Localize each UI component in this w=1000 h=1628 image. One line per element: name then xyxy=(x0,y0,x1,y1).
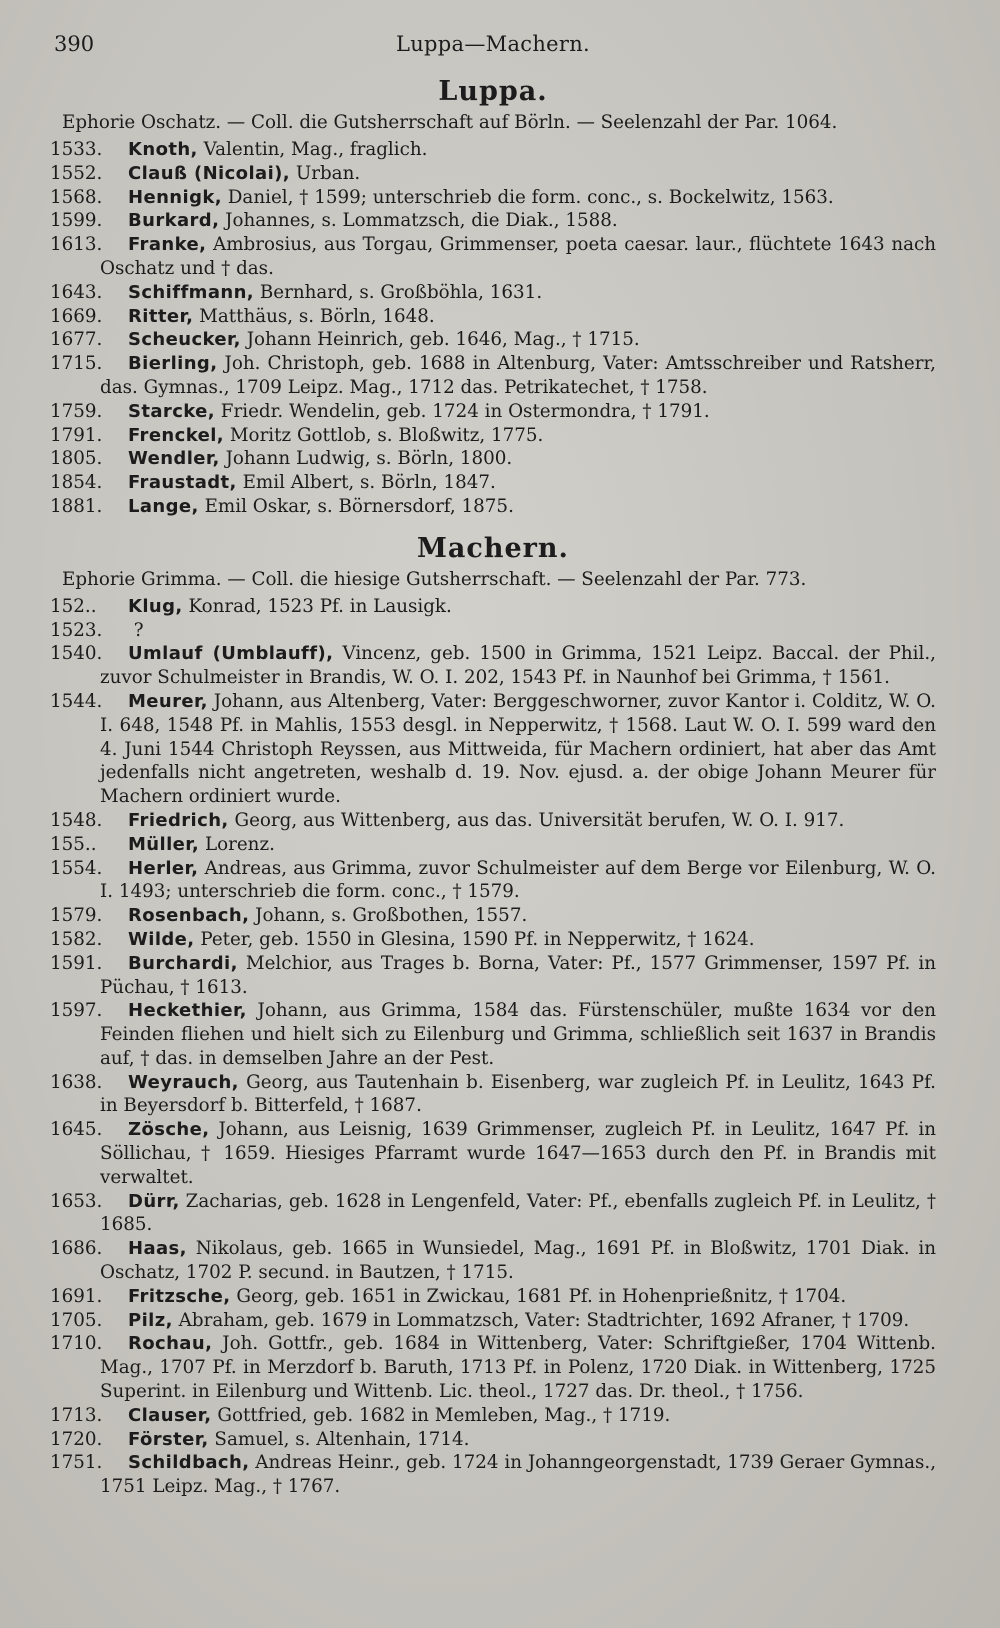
list-item xyxy=(50,1071,936,1119)
section-machern xyxy=(50,533,936,1499)
list-item xyxy=(50,424,936,448)
entry-text: Ambrosius, aus Torgau, Grimmenser, poeta caesar. laur., flüchtete 1643 nach Oschatz und † das. xyxy=(100,234,936,279)
entry-year: 1759. xyxy=(50,400,103,422)
entry-year: 1544. xyxy=(50,690,103,712)
entry-name: Förster, xyxy=(128,1428,209,1450)
list-item xyxy=(50,281,936,305)
list-item xyxy=(50,471,936,495)
entry-text: Emil Oskar, s. Börnersdorf, 1875. xyxy=(198,495,514,517)
list-item xyxy=(50,1428,936,1452)
entry-name: Meurer, xyxy=(128,690,208,712)
entry-name: Burchardi, xyxy=(128,952,238,974)
entry-text: Samuel, s. Altenhain, 1714. xyxy=(208,1428,470,1450)
entry-name: Haas, xyxy=(128,1238,187,1260)
section-luppa xyxy=(50,76,936,519)
entry-year: 1805. xyxy=(50,448,103,470)
entry-text: Johann, aus Altenberg, Vater: Berggeschworner, zuvor Kantor i. Colditz, W. O. I. 648, 1548 Pf. in Mahlis, 1553 desgl. in Nepperwitz, † 1568. Laut W. O. I. 599 ward den 4. Juni 1544 Christoph Reyssen, aus Mittweida, für Machern ordiniert, hat aber das Amt jedenfalls nicht angetreten, weshalb d. 19. Nov. ejusd. a. der obige Johann Meurer für Machern ordiniert wurde. xyxy=(100,690,936,808)
entry-text: Bernhard, s. Großböhla, 1631. xyxy=(254,281,543,303)
entry-year: 1643. xyxy=(50,281,103,303)
entry-name: Umlauf (Umblauff), xyxy=(128,643,334,665)
list-item xyxy=(50,328,936,352)
entry-name: Burkard, xyxy=(128,210,220,232)
entry-text: Daniel, † 1599; unterschrieb die form. conc., s. Bockelwitz, 1563. xyxy=(221,186,834,208)
entry-year: 1751. xyxy=(50,1452,103,1474)
list-item xyxy=(50,833,936,857)
list-item xyxy=(50,619,936,643)
entry-name: Rochau, xyxy=(128,1333,213,1355)
entry-name: Ritter, xyxy=(128,305,194,327)
entry-name: Schildbach, xyxy=(128,1452,250,1474)
entry-year: 1591. xyxy=(50,952,103,974)
list-item xyxy=(50,1332,936,1403)
entry-year: 1548. xyxy=(50,809,103,831)
entry-year: 152.. xyxy=(50,595,97,617)
entry-text: Friedr. Wendelin, geb. 1724 in Ostermondra, † 1791. xyxy=(215,400,710,422)
entry-year: 1533. xyxy=(50,139,103,160)
list-item xyxy=(50,952,936,1000)
entry-name: Starcke, xyxy=(128,400,215,422)
entry-text: Urban. xyxy=(290,162,361,184)
entry-year: 1552. xyxy=(50,162,103,184)
entry-year: 1669. xyxy=(50,305,103,327)
entry-year: 1579. xyxy=(50,905,103,927)
entry-name: Rosenbach, xyxy=(128,905,250,927)
list-item xyxy=(50,690,936,809)
entry-year: 1791. xyxy=(50,424,103,446)
list-item xyxy=(50,809,936,833)
list-item xyxy=(50,1285,936,1309)
entry-text: Lorenz. xyxy=(199,833,275,855)
list-item xyxy=(50,162,936,186)
list-item xyxy=(50,595,936,619)
entry-year: 1568. xyxy=(50,186,103,208)
list-item xyxy=(50,999,936,1070)
entry-name: Weyrauch, xyxy=(128,1071,239,1093)
list-item xyxy=(50,928,936,952)
entry-name: Wendler, xyxy=(128,448,220,470)
ephorie-line: Ephorie Grimma. — Coll. die hiesige Gutsherrschaft. — Seelenzahl der Par. 773. xyxy=(62,568,807,590)
entry-text: Johann, aus Leisnig, 1639 Grimmenser, zugleich Pf. in Leulitz, 1647 Pf. in Söllichau, † 1659. Hiesiges Pfarramt wurde 1647—1653 durch den Pf. in Brandis mit verwaltet. xyxy=(100,1119,936,1188)
entry-year: 1691. xyxy=(50,1285,103,1307)
entry-text: Georg, geb. 1651 in Zwickau, 1681 Pf. in Hohenprießnitz, † 1704. xyxy=(230,1285,847,1307)
entry-year: 1686. xyxy=(50,1238,103,1260)
entry-name: Clauß (Nicolai), xyxy=(128,162,291,184)
entry-text: Joh. Christoph, geb. 1688 in Altenburg, Vater: Amtsschreiber und Ratsherr, das. Gymnas., 1709 Leipz. Mag., 1712 das. Petrikatechet, † 1758. xyxy=(100,353,936,398)
entry-text: Matthäus, s. Börln, 1648. xyxy=(193,305,435,327)
entry-name: Hennigk, xyxy=(128,186,222,208)
list-item xyxy=(50,209,936,233)
entry-text: Johannes, s. Lommatzsch, die Diak., 1588. xyxy=(219,210,618,232)
entry-year: 1705. xyxy=(50,1309,103,1331)
list-item xyxy=(50,186,936,210)
entry-name: Klug, xyxy=(128,595,183,617)
list-item xyxy=(50,857,936,905)
entry-name: Schiffmann, xyxy=(128,281,255,303)
entry-year: 1599. xyxy=(50,210,103,232)
entry-text: ? xyxy=(128,619,144,641)
entry-text: Georg, aus Wittenberg, aus das. Universität berufen, W. O. I. 917. xyxy=(228,809,845,831)
entry-text: Georg, aus Tautenhain b. Eisenberg, war zugleich Pf. in Leulitz, 1643 Pf. in Beyersdorf b. Bitterfeld, † 1687. xyxy=(100,1071,936,1117)
entry-name: Heckethier, xyxy=(128,1000,247,1022)
ephorie-line: Ephorie Oschatz. — Coll. die Gutsherrschaft auf Börln. — Seelenzahl der Par. 1064. xyxy=(62,112,838,133)
list-item xyxy=(50,1190,936,1238)
entry-text: Johann, s. Großbothen, 1557. xyxy=(249,905,528,927)
list-item xyxy=(50,138,936,162)
entry-year: 1720. xyxy=(50,1428,103,1450)
entry-name: Scheucker, xyxy=(128,329,241,351)
entry-year: 1582. xyxy=(50,928,103,950)
list-item xyxy=(50,1451,936,1499)
entry-text: Abraham, geb. 1679 in Lommatzsch, Vater: Stadtrichter, 1692 Afraner, † 1709. xyxy=(172,1309,910,1331)
list-item xyxy=(50,400,936,424)
entry-text: Johann Heinrich, geb. 1646, Mag., † 1715. xyxy=(240,329,640,351)
entry-text: Konrad, 1523 Pf. in Lausigk. xyxy=(182,595,452,617)
entry-name: Knoth, xyxy=(128,139,198,160)
entry-name: Herler, xyxy=(128,857,199,879)
list-item xyxy=(50,642,936,690)
entry-year: 1613. xyxy=(50,234,103,256)
entry-year: 1540. xyxy=(50,643,103,665)
entry-text: Andreas, aus Grimma, zuvor Schulmeister auf dem Berge vor Eilenburg, W. O. I. 1493; unterschrieb die form. conc., † 1579. xyxy=(100,857,936,903)
entry-text: Melchior, aus Trages b. Borna, Vater: Pf., 1577 Grimmenser, 1597 Pf. in Püchau, † 1613. xyxy=(100,952,936,998)
entry-year: 1713. xyxy=(50,1404,103,1426)
list-item xyxy=(50,1118,936,1189)
entry-name: Lange, xyxy=(128,495,199,517)
list-item xyxy=(50,1237,936,1285)
entry-name: Franke, xyxy=(128,234,207,256)
entry-year: 1645. xyxy=(50,1119,103,1141)
list-item xyxy=(50,233,936,281)
entry-text: Johann Ludwig, s. Börln, 1800. xyxy=(219,448,513,470)
entry-name: Clauser, xyxy=(128,1404,212,1426)
list-item xyxy=(50,495,936,519)
entry-name: Frenckel, xyxy=(128,424,225,446)
parish-title: Luppa. xyxy=(438,76,548,107)
page-number: 390 xyxy=(54,32,95,56)
list-item xyxy=(50,1404,936,1428)
entry-text: Zacharias, geb. 1628 in Lengenfeld, Vater: Pf., ebenfalls zugleich Pf. in Leulitz, † 1685. xyxy=(100,1190,936,1236)
entry-name: Müller, xyxy=(128,833,200,855)
entry-text: Andreas Heinr., geb. 1724 in Johanngeorgenstadt, 1739 Geraer Gymnas., 1751 Leipz. Mag., † 1767. xyxy=(100,1452,936,1498)
entry-name: Fraustadt, xyxy=(128,472,237,494)
entry-year: 1854. xyxy=(50,472,103,494)
entry-year: 1653. xyxy=(50,1190,103,1212)
entry-text: Peter, geb. 1550 in Glesina, 1590 Pf. in Nepperwitz, † 1624. xyxy=(194,928,755,950)
entry-year: 1881. xyxy=(50,495,103,517)
entry-year: 1677. xyxy=(50,329,103,351)
entry-text: Vincenz, geb. 1500 in Grimma, 1521 Leipz. Baccal. der Phil., zuvor Schulmeister in Brandis, W. O. I. 202, 1543 Pf. in Naunhof bei Grimma, † 1561. xyxy=(100,643,936,689)
entry-name: Fritzsche, xyxy=(128,1285,231,1307)
entry-text: Johann, aus Grimma, 1584 das. Fürstenschüler, mußte 1634 vor den Feinden fliehen und hielt sich zu Eilenburg und Grimma, schließlich seit 1637 in Brandis auf, † das. in demselben Jahre an der Pest. xyxy=(100,1000,936,1069)
list-item xyxy=(50,1309,936,1333)
entry-year: 1710. xyxy=(50,1333,103,1355)
entry-list xyxy=(50,138,936,519)
list-item xyxy=(50,904,936,928)
entry-list xyxy=(50,595,936,1499)
entry-year: 155.. xyxy=(50,833,97,855)
parish-title: Machern. xyxy=(417,532,569,564)
entry-text: Gottfried, geb. 1682 in Memleben, Mag., † 1719. xyxy=(211,1404,671,1426)
entry-year: 1597. xyxy=(50,1000,103,1022)
entry-year: 1715. xyxy=(50,353,103,375)
entry-text: Nikolaus, geb. 1665 in Wunsiedel, Mag., 1691 Pf. in Bloßwitz, 1701 Diak. in Oschatz, 1702 P. secund. in Bautzen, † 1715. xyxy=(100,1238,936,1284)
entry-name: Dürr, xyxy=(128,1190,180,1212)
running-head xyxy=(50,28,936,76)
list-item xyxy=(50,447,936,471)
entry-name: Friedrich, xyxy=(128,809,229,831)
entry-text: Joh. Gottfr., geb. 1684 in Wittenberg, Vater: Schriftgießer, 1704 Wittenb. Mag., 1707 Pf. in Merzdorf b. Baruth, 1713 Pf. in Polenz, 1720 Diak. in Wittenberg, 1725 Superint. in Eilenburg und Wittenb. Lic. theol., 1727 das. Dr. theol., † 1756. xyxy=(100,1333,936,1403)
entry-name: Bierling, xyxy=(128,353,218,375)
entry-text: Moritz Gottlob, s. Bloßwitz, 1775. xyxy=(224,424,544,446)
entry-text: Valentin, Mag., fraglich. xyxy=(197,139,428,160)
entry-name: Wilde, xyxy=(128,928,195,950)
list-item xyxy=(50,352,936,400)
entry-name: Pilz, xyxy=(128,1309,173,1331)
running-title: Luppa—Machern. xyxy=(395,32,591,56)
entry-year: 1554. xyxy=(50,857,103,879)
entry-year: 1523. xyxy=(50,619,103,641)
list-item xyxy=(50,305,936,329)
entry-text: Emil Albert, s. Börln, 1847. xyxy=(236,472,496,494)
entry-name: Zösche, xyxy=(128,1119,210,1141)
entry-year: 1638. xyxy=(50,1071,103,1093)
